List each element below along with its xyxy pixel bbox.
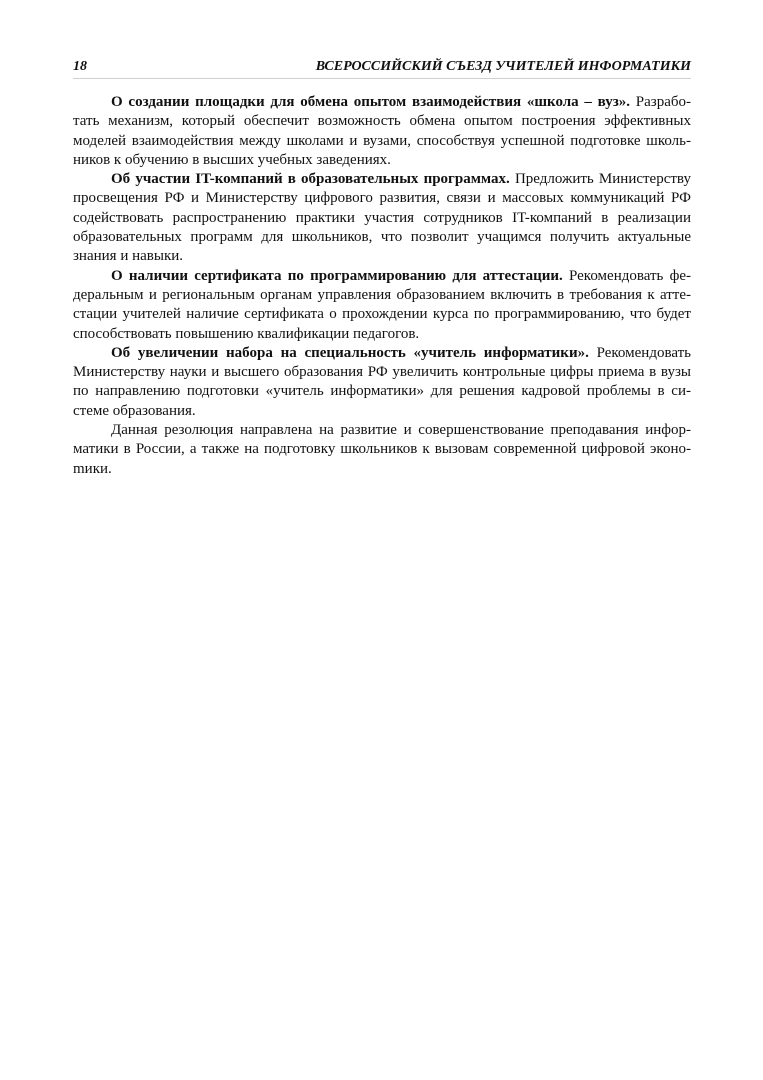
paragraph-exchange-platform — [73, 93, 691, 170]
paragraph-text: Рекомендовать Министерству науки и высшего образования РФ увеличить контрольные цифры приема в вузы по направлению подготовки «учитель информатики» для решения кадровой проблемы в системе образования. — [73, 344, 692, 419]
paragraph-text: Рекомендовать федеральным и региональным органам управления образованием включить в требования к аттестации учителей наличие сертификата о прохождении курса по программированию, что будет способствовать повышению квалификации педагогов. — [73, 267, 692, 342]
paragraph-it-companies — [73, 170, 691, 266]
paragraph-conclusion — [73, 421, 691, 479]
paragraph-programming-certificate — [73, 267, 691, 344]
paragraph-text: Данная резолюция направлена на развитие и совершенствование преподавания информатики в России, а также на подготовку школьников к вызовам современной цифровой эконоmики. — [73, 422, 691, 477]
document-body — [73, 93, 691, 479]
paragraph-lead: Об участии IT-компаний в образовательных программах. — [111, 171, 510, 188]
paragraph-lead: Об увеличении набора на специальность «учитель информатики». — [111, 344, 589, 361]
paragraph-lead: О наличии сертификата по программированию для аттестации. — [111, 267, 563, 284]
page-number: 18 — [73, 59, 87, 74]
paragraph-teacher-enrollment — [73, 344, 691, 421]
paragraph-lead: О создании площадки для обмена опытом взаимодействия «школа – вуз». — [111, 94, 631, 110]
paragraph-text: Предложить Министерству просвещения РФ и Министерству цифрового развития, связи и массовых коммуникаций РФ содействовать распространению практики участия сотрудников IT-компаний в реализации образовательных программ для школьников, что позволит учащимся получить актуальные знания и навыки. — [73, 171, 692, 265]
paragraph-text: Разработать механизм, который обеспечит возможность обмена опытом построения эффективных моделей взаимодействия между школами и вузами, способствуя успешной подготовке школьников к обучению в высших учебных заведениях. — [73, 94, 691, 168]
running-title: ВСЕРОССИЙСКИЙ СЪЕЗД УЧИТЕЛЕЙ ИНФОРМАТИКИ — [315, 59, 691, 74]
page-header — [73, 60, 691, 79]
